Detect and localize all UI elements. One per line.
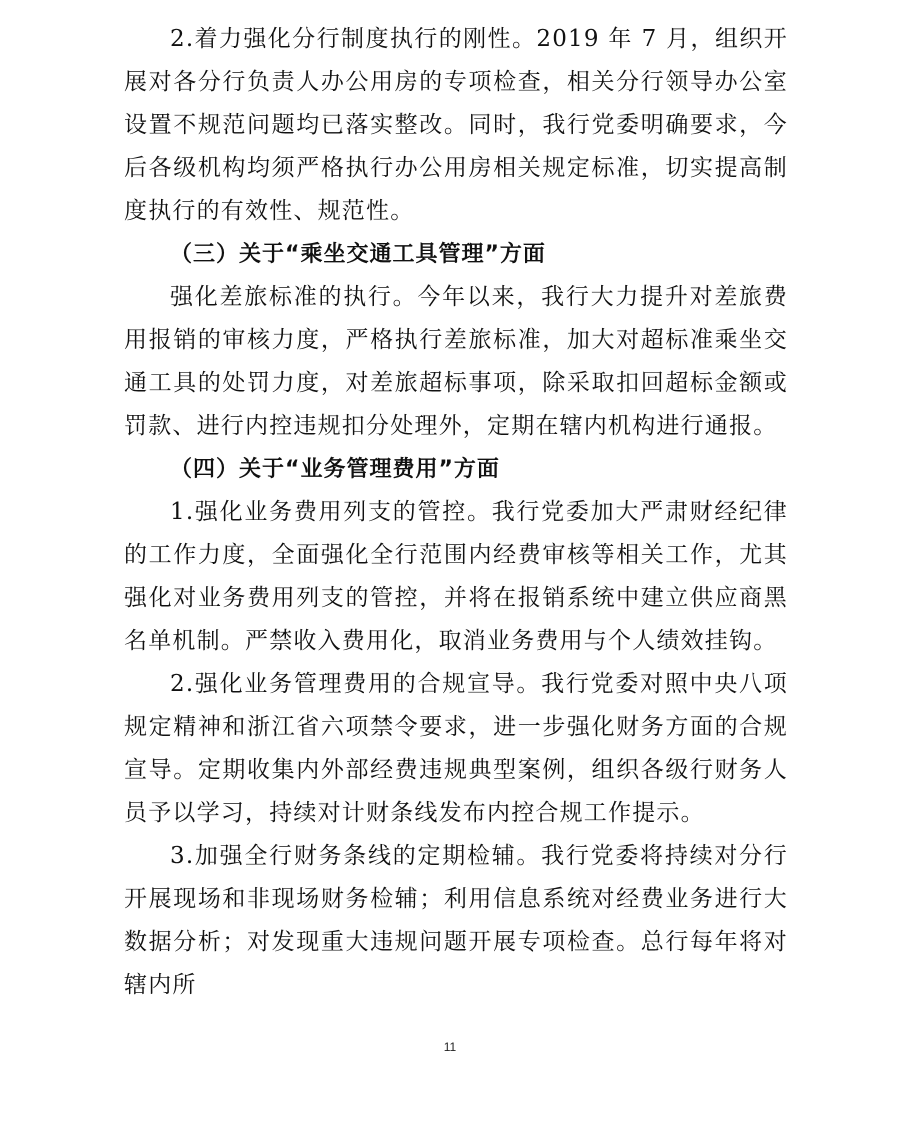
section-heading-business-expenses: （四）关于“业务管理费用”方面: [170, 457, 500, 482]
section-heading-transport: （三）关于“乘坐交通工具管理”方面: [170, 242, 546, 267]
paragraph-financial-inspection: 3.加强全行财务条线的定期检辅。我行党委将持续对分行开展现场和非现场财务检辅；利用信息系统对经费业务进行大数据分析；对发现重大违规问题开展专项检查。总行每年将对辖内所: [124, 843, 788, 998]
document-body: [124, 18, 788, 1007]
paragraph-compliance-guidance: 2.强化业务管理费用的合规宣导。我行党委对照中央八项规定精神和浙江省六项禁令要求，进一步强化财务方面的合规宣导。定期收集内外部经费违规典型案例，组织各级行财务人员予以学习，持续对计财条线发布内控合规工作提示。: [124, 671, 788, 826]
page-number: 11: [443, 1040, 457, 1054]
paragraph-office-rules: 2.着力强化分行制度执行的刚性。2019 年 7 月，组织开展对各分行负责人办公用房的专项检查，相关分行领导办公室设置不规范问题均已落实整改。同时，我行党委明确要求，今后各级机构均须严格执行办公用房相关规定标准，切实提高制度执行的有效性、规范性。: [124, 26, 788, 224]
paragraph-expense-control: 1.强化业务费用列支的管控。我行党委加大严肃财经纪律的工作力度，全面强化全行范围内经费审核等相关工作，尤其强化对业务费用列支的管控，并将在报销系统中建立供应商黑名单机制。严禁收入费用化，取消业务费用与个人绩效挂钩。: [124, 499, 788, 654]
paragraph-travel-standards: 强化差旅标准的执行。今年以来，我行大力提升对差旅费用报销的审核力度，严格执行差旅标准，加大对超标准乘坐交通工具的处罚力度，对差旅超标事项，除采取扣回超标金额或罚款、进行内控违规扣分处理外，定期在辖内机构进行通报。: [124, 284, 788, 439]
